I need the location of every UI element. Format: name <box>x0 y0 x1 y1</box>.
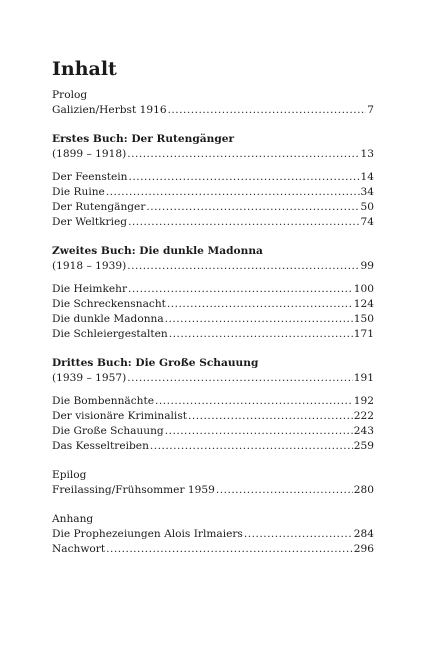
toc-entry <box>52 327 374 342</box>
section-anhang <box>52 512 374 557</box>
leader-dots <box>146 200 359 215</box>
entry-page: 150 <box>353 313 374 325</box>
toc-entry <box>52 409 374 424</box>
leader-dots <box>165 312 353 327</box>
entry-label: Die Heimkehr <box>52 283 128 295</box>
entry-page: 14 <box>360 171 374 183</box>
entry-page: 192 <box>353 395 374 407</box>
section-epilog <box>52 468 374 498</box>
entry-page: 171 <box>353 328 374 340</box>
leader-dots <box>106 542 353 557</box>
entry-page: 296 <box>353 543 374 555</box>
leader-dots <box>127 259 359 274</box>
entry-label: Der Feenstein <box>52 171 128 183</box>
entry-label: Das Kesseltreiben <box>52 440 149 452</box>
section-book-1 <box>52 132 374 230</box>
entry-label: Die Prophezeiungen Alois Irlmaiers <box>52 528 243 540</box>
entry-label: Die Schreckensnacht <box>52 298 166 310</box>
entry-page: 124 <box>353 298 374 310</box>
section-book-3 <box>52 356 374 454</box>
leader-dots <box>150 439 353 454</box>
entry-label: Galizien/Herbst 1916 <box>52 104 167 116</box>
toc-entry <box>52 439 374 454</box>
leader-dots <box>216 483 353 498</box>
entry-page: 280 <box>353 484 374 496</box>
section-heading: Anhang <box>52 513 94 525</box>
entry-label: Die Ruine <box>52 186 105 198</box>
leader-dots <box>128 282 353 297</box>
leader-dots <box>127 147 359 162</box>
leader-dots <box>127 371 353 386</box>
entry-label: Der Rutengänger <box>52 201 146 213</box>
leader-dots <box>106 185 360 200</box>
toc-entry <box>52 170 374 185</box>
entry-label: Die Große Schauung <box>52 425 164 437</box>
entry-label: Freilassing/Frühsommer 1959 <box>52 484 215 496</box>
toc-entry <box>52 542 374 557</box>
leader-dots <box>188 409 353 424</box>
toc-entry <box>52 103 374 118</box>
toc-entry <box>52 371 374 386</box>
entry-page: 243 <box>353 425 374 437</box>
toc-entry <box>52 185 374 200</box>
leader-dots <box>128 215 359 230</box>
entry-page: 7 <box>367 104 374 116</box>
toc-entry <box>52 297 374 312</box>
leader-dots <box>165 424 353 439</box>
leader-dots <box>155 394 353 409</box>
entry-label: (1918 – 1939) <box>52 260 127 272</box>
leader-dots <box>168 103 367 118</box>
section-heading: Zweites Buch: Die dunkle Madonna <box>52 245 263 257</box>
section-heading: Prolog <box>52 89 88 101</box>
table-of-contents <box>52 58 374 557</box>
leader-dots <box>167 297 353 312</box>
entry-label: (1939 – 1957) <box>52 372 127 384</box>
page-title: Inhalt <box>52 58 117 80</box>
toc-entry <box>52 259 374 274</box>
entry-label: Der visionäre Kriminalist <box>52 410 188 422</box>
entry-label: Nachwort <box>52 543 106 555</box>
section-prolog <box>52 88 374 118</box>
section-heading: Erstes Buch: Der Rutengänger <box>52 133 235 145</box>
toc-entry <box>52 312 374 327</box>
entry-page: 259 <box>353 440 374 452</box>
entry-page: 100 <box>353 283 374 295</box>
section-heading: Drittes Buch: Die Große Schauung <box>52 357 259 369</box>
toc-entry <box>52 282 374 297</box>
toc-entry <box>52 147 374 162</box>
entry-page: 284 <box>353 528 374 540</box>
toc-entry <box>52 424 374 439</box>
leader-dots <box>244 527 353 542</box>
toc-entry <box>52 483 374 498</box>
entry-page: 74 <box>360 216 374 228</box>
entry-page: 191 <box>353 372 374 384</box>
toc-entry <box>52 200 374 215</box>
entry-label: Die Bombennächte <box>52 395 155 407</box>
entry-page: 99 <box>360 260 374 272</box>
leader-dots <box>129 170 360 185</box>
section-heading: Epilog <box>52 469 87 481</box>
entry-page: 13 <box>360 148 374 160</box>
entry-label: Die dunkle Madonna <box>52 313 164 325</box>
section-book-2 <box>52 244 374 342</box>
entry-page: 34 <box>360 186 374 198</box>
toc-entry <box>52 527 374 542</box>
toc-entry <box>52 215 374 230</box>
entry-label: Die Schleiergestalten <box>52 328 168 340</box>
leader-dots <box>169 327 353 342</box>
entry-page: 50 <box>360 201 374 213</box>
toc-entry <box>52 394 374 409</box>
entry-label: Der Weltkrieg <box>52 216 128 228</box>
entry-label: (1899 – 1918) <box>52 148 127 160</box>
entry-page: 222 <box>353 410 374 422</box>
